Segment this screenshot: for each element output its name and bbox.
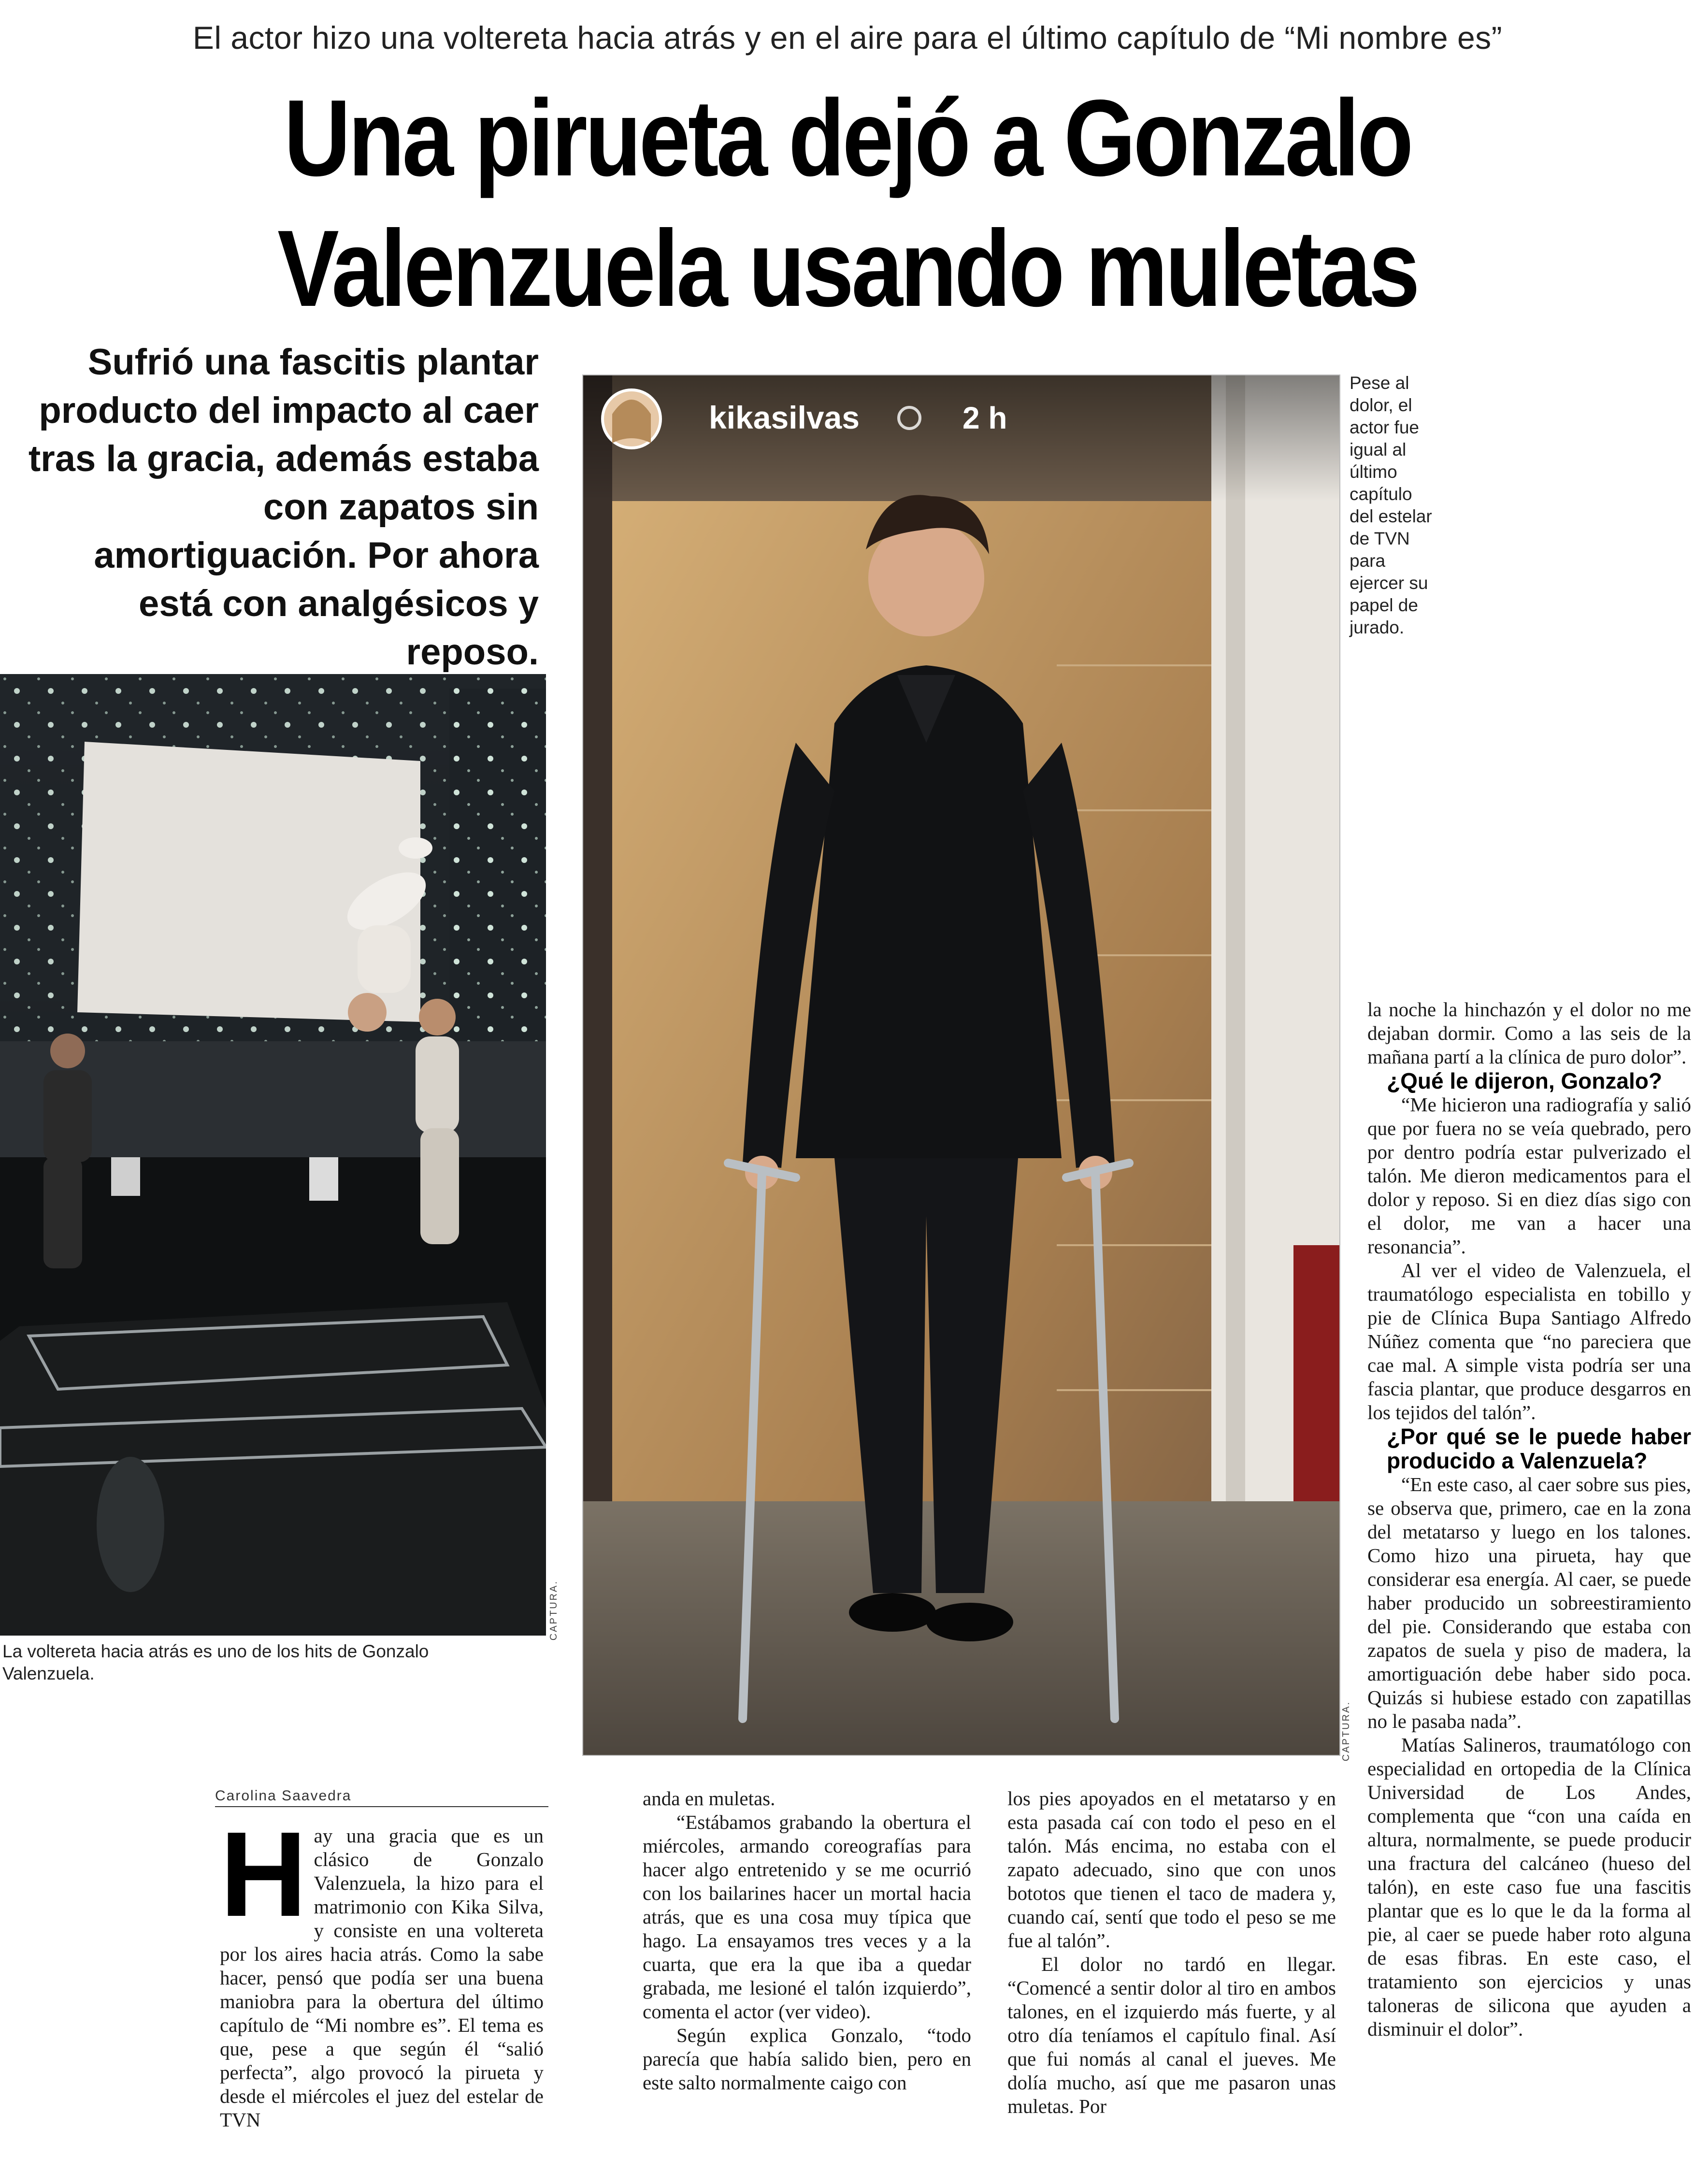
drop-cap: H (220, 1807, 307, 1941)
kicker: El actor hizo una voltereta hacia atrás y en el aire para el último capítulo de “Mi nombre es” (192, 20, 1503, 56)
headline-line-1: Una pirueta dejó a Gonzalo (284, 77, 1411, 199)
question-heading: ¿Por qué se le puede haber producido a Valenzuela? (1387, 1424, 1691, 1473)
side-caption: Pese al dolor, el actor fue igual al último capítulo del estelar de TVN para ejercer su papel de jurado. (1350, 373, 1432, 637)
crutches-photo-illustration (583, 375, 1339, 1755)
paragraph: El dolor no tardó en llegar. “Comencé a sentir dolor al tiro en ambos talones, en el izquierdo más fuerte, y al otro día teníamos el capítulo final. Así que fui nomás al canal el jueves. Me dolía mucho, así que me pasaron unas muletas. Por (1007, 1953, 1336, 2117)
paragraph: ay una gracia que es un clásico de Gonzalo Valenzuela, la hizo para el matrimonio con Kika Silva, y consiste en una voltereta por los aires hacia atrás. Como la sabe hacer, pensó que podía ser una buena maniobra para la obertura del último capítulo de “Mi nombre es”. El tema es que, pese a que según él “salió perfecta”, algo provocó la pirueta y desde el miércoles el juez del estelar de TVN (220, 1825, 544, 2131)
headline (127, 72, 1568, 333)
left-photo-credit: CAPTURA. (548, 1580, 559, 1641)
byline-author: Carolina Saavedra (215, 1788, 352, 1804)
paragraph: Al ver el video de Valenzuela, el traumatólogo especialista en tobillo y pie de Clínica Bupa Santiago Alfredo Núñez comenta que “no pareciera que cae mal. A simple vista podría ser una fascia plantar, que produce desgarros en los tejidos del talón”. (1367, 1259, 1691, 1423)
deck: Sufrió una fascitis plantar producto del impacto al caer tras la gracia, además estaba con zapatos sin amortiguación. Por ahora está con analgésicos y reposo. (28, 342, 539, 673)
story-time: 2 h (962, 401, 1007, 435)
paragraph: “Estábamos grabando la obertura el miércoles, armando coreografías para hacer algo entretenido y se me ocurrió con los bailarines hacer un mortal hacia atrás, que es una cosa muy típica que hago. La ensayamos tres veces y a la cuarta, que era la que iba a quedar grabada, me lesioné el talón izquierdo”, comenta el actor (ver video). (643, 1811, 971, 2023)
paragraph: la noche la hinchazón y el dolor no me dejaban dormir. Como a las seis de la mañana partí a la clínica de puro dolor”. (1367, 998, 1691, 1068)
article-column-3 (1007, 1787, 1336, 2118)
main-photo-credit: CAPTURA. (1341, 1701, 1351, 1762)
paragraph: “Me hicieron una radiografía y salió que por fuera no se veía quebrado, pero por dentro podría estar pulverizado el talón. Me dieron medicamentos para el dolor y reposo. Si en diez días sigo con el dolor, me van a hacer una resonancia”. (1367, 1093, 1691, 1258)
paragraph: Según explica Gonzalo, “todo parecía que había salido bien, pero en este salto normalmente caigo con (643, 2024, 971, 2094)
paragraph: “En este caso, al caer sobre sus pies, se observa que, primero, cae en la zona del metatarso y luego en los talones. Como hizo una pirueta, hay que considerar esa energía. Al caer, se puede haber producido un sobreestiramiento del pie. Considerando que estaba con zapatos de suela y piso de madera, la amortiguación debe haber sido poca. Quizás si hubiese estado con zapatillas no le pasaba nada”. (1367, 1473, 1691, 1732)
left-photo-caption: La voltereta hacia atrás es uno de los hits de Gonzalo Valenzuela. (2, 1641, 429, 1683)
paragraph: Matías Salineros, traumatólogo con especialidad en ortopedia de la Clínica Universidad de Los Andes, complementa que “con una caída en altura, normalmente, se puede producir una fractura del calcáneo (hueso del talón), en este caso fue una fascitis plantar que es lo que le da la forma al pie, al caer se puede haber roto alguna de esas fibras. En este caso, el tratamiento son ejercicios y unas taloneras de silicona que ayuden a disminuir el dolor”. (1367, 1734, 1691, 2040)
backflip-photo (0, 674, 546, 1636)
article-column-1 (220, 1807, 544, 2132)
question-heading: ¿Qué le dijeron, Gonzalo? (1387, 1068, 1662, 1093)
story-username: kikasilvas (709, 400, 860, 435)
paragraph: anda en muletas. (643, 1787, 776, 1810)
article-column-2 (643, 1787, 971, 2095)
backflip-photo-illustration (0, 674, 546, 1636)
article-column-4 (1367, 998, 1691, 2041)
crutches-photo (582, 374, 1340, 1756)
byline (215, 1788, 548, 1807)
paragraph: los pies apoyados en el metatarso y en esta pasada caí con todo el peso en el talón. Más encima, no estaba con el zapato adecuado, sino que con unos bototos que tienen el taco de madera y, cuando caí, sentí que todo el peso se me fue al talón”. (1007, 1787, 1336, 1952)
headline-line-2: Valenzuela usando muletas (277, 207, 1418, 329)
